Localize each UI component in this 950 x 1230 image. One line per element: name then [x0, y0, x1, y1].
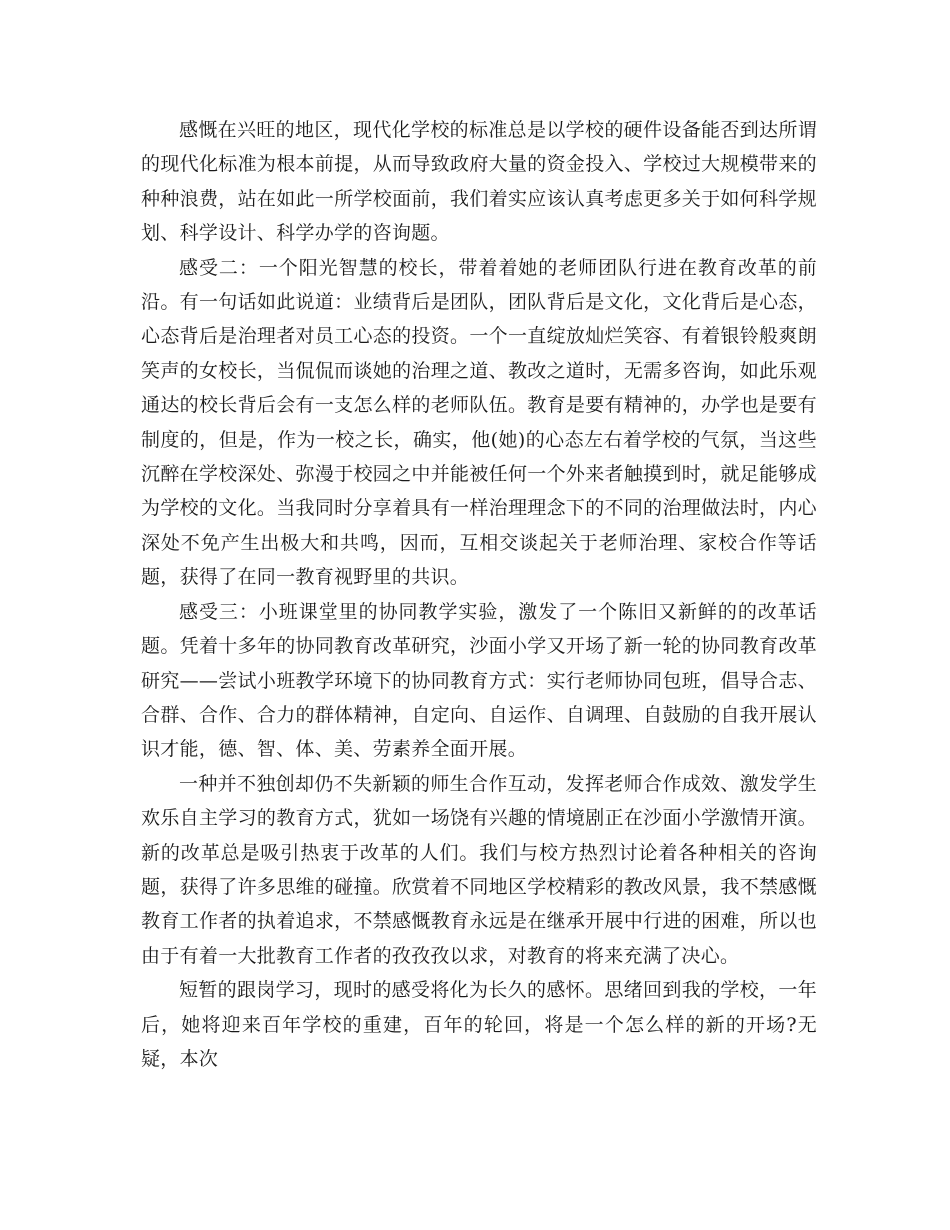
paragraph-4: 一种并不独创却仍不失新颖的师生合作互动，发挥老师合作成效、激发学生欢乐自主学习的教育方式，犹如一场饶有兴趣的情境剧正在沙面小学激情开演。新的改革总是吸引热衷于改革的人们。我们与校方热烈讨论着各种相关的咨询题，获得了许多思维的碰撞。欣赏着不同地区学校精彩的教改风景，我不禁感慨教育工作者的执着追求，不禁感慨教育永远是在继承开展中行进的困难，所以也由于有着一大批教育工作者的孜孜孜以求，对教育的将来充满了决心。: [141, 772, 817, 967]
paragraph-2: 感受二：一个阳光智慧的校长，带着着她的老师团队行进在教育改革的前沿。有一句话如此说道：业绩背后是团队，团队背后是文化，文化背后是心态，心态背后是治理者对员工心态的投资。一个一直绽放灿烂笑容、有着银铃般爽朗笑声的女校长，当侃侃而谈她的治理之道、教改之道时，无需多咨询，如此乐观通达的校长背后会有一支怎么样的老师队伍。教育是要有精神的，办学也是要有制度的，但是，作为一校之长，确实，他(她)的心态左右着学校的气氛，当这些沉醉在学校深处、弥漫于校园之中并能被任何一个外来者触摸到时，就足能够成为学校的文化。当我同时分享着具有一样治理理念下的不同的治理做法时，内心深处不免产生出极大和共鸣，因而，互相交谈起关于老师治理、家校合作等话题，获得了在同一教育视野里的共识。: [141, 256, 817, 589]
paragraph-3: 感受三：小班课堂里的协同教学实验，激发了一个陈旧又新鲜的的改革话题。凭着十多年的协同教育改革研究，沙面小学又开场了新一轮的协同教育改革研究——尝试小班教学环境下的协同教育方式：实行老师协同包班，倡导合志、合群、合作、合力的群体精神，自定向、自运作、自调理、自鼓励的自我开展认识才能，德、智、体、美、劳素养全面开展。: [141, 600, 817, 761]
paragraph-5: 短暂的跟岗学习，现时的感受将化为长久的感怀。思绪回到我的学校，一年后，她将迎来百年学校的重建，百年的轮回，将是一个怎么样的新的开场?无疑，本次: [141, 979, 817, 1070]
paragraph-1: 感慨在兴旺的地区，现代化学校的标准总是以学校的硬件设备能否到达所谓的现代化标准为根本前提，从而导致政府大量的资金投入、学校过大规模带来的种种浪费，站在如此一所学校面前，我们着实应该认真考虑更多关于如何科学规划、科学设计、科学办学的咨询题。: [141, 119, 817, 245]
document-body: [141, 113, 817, 1076]
